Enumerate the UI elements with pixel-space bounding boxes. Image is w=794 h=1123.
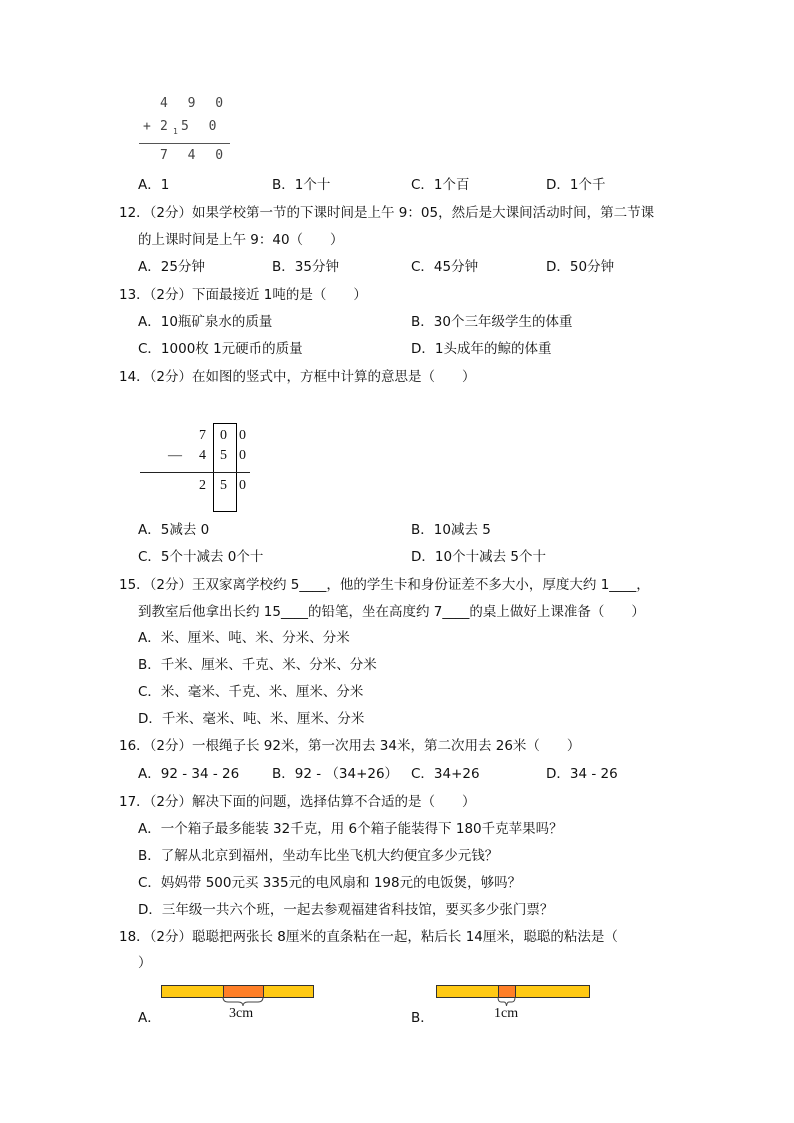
digit: 0 <box>239 428 246 443</box>
option-a[interactable]: A．25分钟 <box>138 259 205 275</box>
option-b[interactable]: B．30个三年级学生的体重 <box>411 314 573 330</box>
option-b[interactable]: B．了解从北京到福州，坐动车比坐飞机大约便宜多少元钱？ <box>138 848 499 864</box>
sum-line <box>139 143 230 144</box>
option-c[interactable]: C．1000枚 1元硬币的质量 <box>138 341 303 357</box>
carry-mark: 1 <box>173 127 184 136</box>
overlap-segment <box>498 986 516 997</box>
option-c[interactable]: C．妈妈带 500元买 335元的电风扇和 198元的电饭煲，够吗？ <box>138 875 522 891</box>
question-18-cont: ） <box>138 955 152 971</box>
option-d[interactable]: D．50分钟 <box>546 259 615 275</box>
question-17: 17．（2分）解决下面的问题，选择估算不合适的是（ ） <box>119 794 476 810</box>
question-13: 13．（2分）下面最接近 1吨的是（ ） <box>119 287 367 303</box>
option-a[interactable]: A．一个箱子最多能装 32千克，用 6个箱子能装得下 180千克苹果吗？ <box>138 821 563 837</box>
question-16: 16．（2分）一根绳子长 92米，第一次用去 34米，第二次用去 26米（ ） <box>119 738 581 754</box>
option-b[interactable]: B．35分钟 <box>272 259 339 275</box>
option-d[interactable]: D．34 - 26 <box>546 766 618 782</box>
question-18: 18．（2分）聪聪把两张长 8厘米的直条粘在一起，粘后长 14厘米，聪聪的粘法是（ <box>119 929 618 945</box>
option-d[interactable]: D．千米、毫米、吨、米、厘米、分米 <box>138 711 365 727</box>
option-b[interactable]: B．千米、厘米、千克、米、分米、分米 <box>138 657 377 673</box>
question-15-cont: 到教室后他拿出长约 15____的铅笔，坐在高度约 7____的桌上做好上课准备（ ） <box>138 604 645 620</box>
option-d[interactable]: D．1个千 <box>546 177 606 193</box>
addend-2-hundreds: 2 <box>160 119 174 134</box>
digit: 2 <box>199 478 206 493</box>
option-b-label: B． <box>411 1010 434 1026</box>
digit: 0 <box>220 428 227 443</box>
option-a[interactable]: A．5减去 0 <box>138 522 210 538</box>
option-a[interactable]: A．92 - 34 - 26 <box>138 766 240 782</box>
option-b[interactable]: B．92 - （34+26） <box>272 766 399 782</box>
overlap-label: 3cm <box>229 1006 254 1021</box>
digit: 0 <box>239 478 246 493</box>
option-c[interactable]: C．5个十减去 0个十 <box>138 549 264 565</box>
plus-sign: + <box>143 119 157 134</box>
question-12: 12．（2分）如果学校第一节的下课时间是上午 9：05，然后是大课间活动时间，第二节课 <box>119 205 655 221</box>
option-b[interactable]: B．1个十 <box>272 177 331 193</box>
option-a[interactable]: A．1 <box>138 177 170 193</box>
option-c[interactable]: C．45分钟 <box>411 259 479 275</box>
digit: 5 <box>220 448 227 463</box>
option-d[interactable]: D．1头成年的鲸的体重 <box>411 341 552 357</box>
option-c[interactable]: C．米、毫米、千克、米、厘米、分米 <box>138 684 364 700</box>
option-b[interactable]: B．10减去 5 <box>411 522 491 538</box>
digit: 7 <box>199 428 206 443</box>
option-c[interactable]: C．34+26 <box>411 766 480 782</box>
overlap-label: 1cm <box>494 1006 519 1021</box>
digit: 0 <box>239 448 246 463</box>
option-d[interactable]: D．三年级一共六个班，一起去参观福建省科技馆，要买多少张门票？ <box>138 902 554 918</box>
option-a[interactable]: A．米、厘米、吨、米、分米、分米 <box>138 630 350 646</box>
difference-line <box>140 472 250 473</box>
sum: 7 4 0 <box>160 148 230 163</box>
question-15: 15．（2分）王双家离学校约 5____，他的学生卡和身份证差不多大小，厚度大约 1____， <box>119 577 650 593</box>
minus-sign: — <box>168 448 182 463</box>
addend-1: 4 9 0 <box>160 96 230 111</box>
option-a[interactable]: A．10瓶矿泉水的质量 <box>138 314 273 330</box>
digit: 5 <box>220 478 227 493</box>
overlap-segment <box>223 986 264 997</box>
option-a-label: A． <box>138 1010 161 1026</box>
option-d[interactable]: D．10个十减去 5个十 <box>411 549 546 565</box>
question-12-cont: 的上课时间是上午 9：40（ ） <box>138 232 344 248</box>
digit: 4 <box>199 448 206 463</box>
question-14: 14．（2分）在如图的竖式中，方框中计算的意思是（ ） <box>119 369 476 385</box>
option-c[interactable]: C．1个百 <box>411 177 470 193</box>
addend-2-rest: 5 0 <box>181 119 223 134</box>
